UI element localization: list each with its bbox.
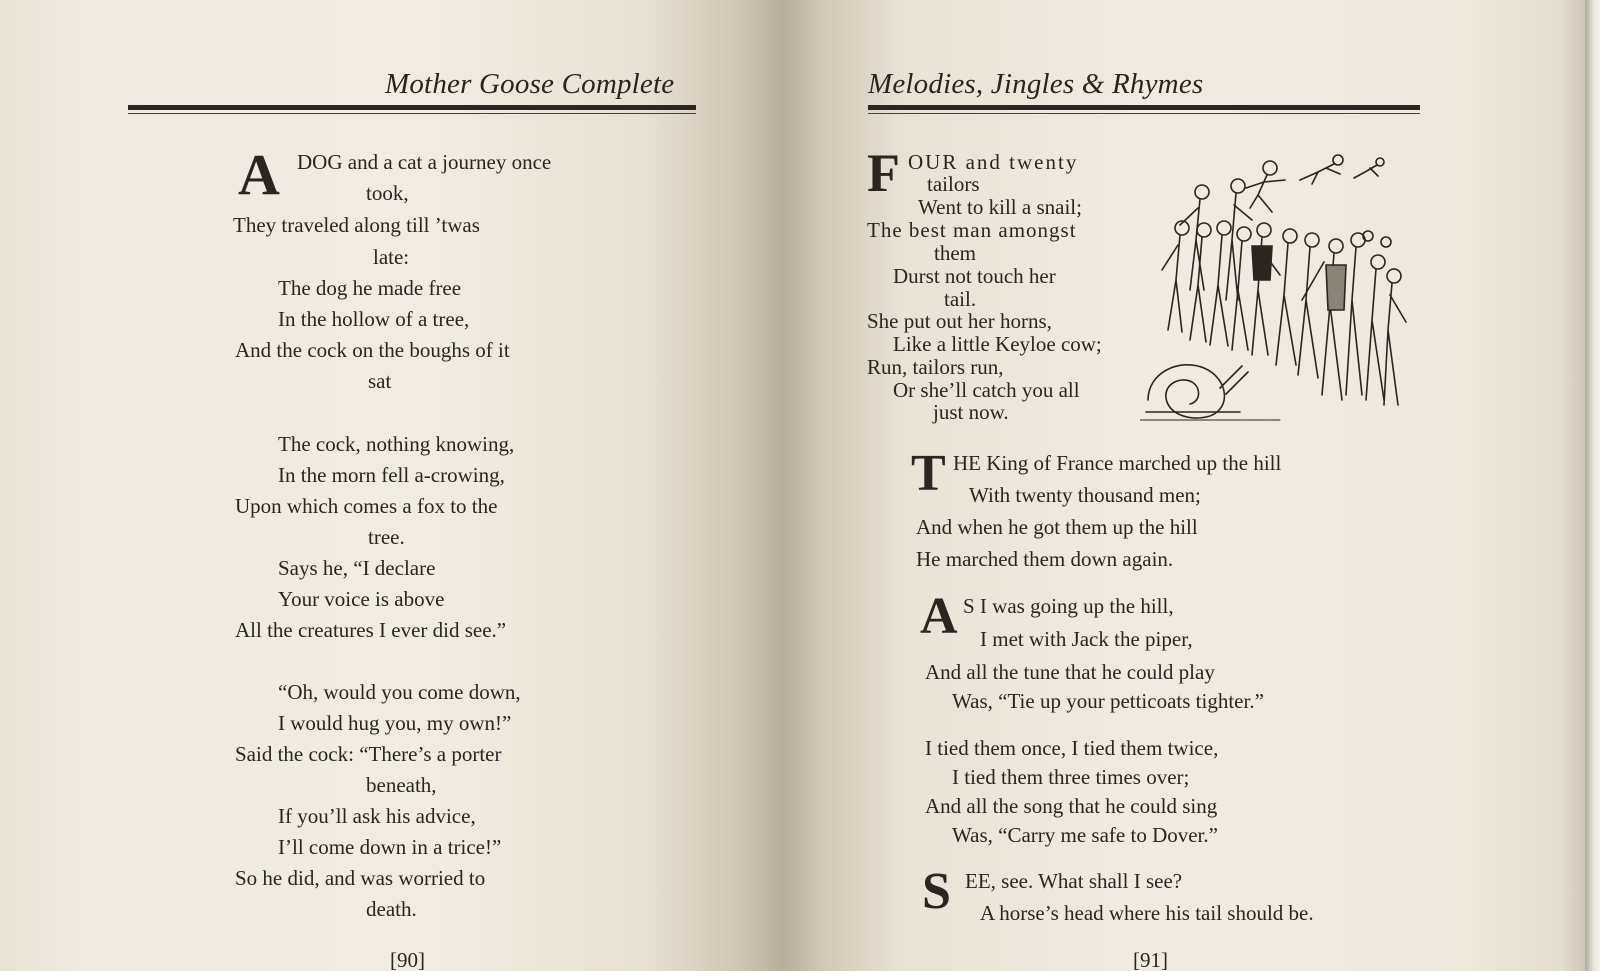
drop-cap: A [238, 142, 280, 207]
drop-cap: F [867, 143, 900, 203]
poem-line: And the cock on the boughs of it [235, 338, 510, 362]
snail-figure [1140, 365, 1280, 420]
poem-line: Upon which comes a fox to the [235, 494, 498, 518]
poem-line: took, [366, 181, 409, 205]
poem-line: I tied them three times over; [952, 765, 1190, 789]
poem-line: just now. [933, 400, 1009, 424]
header-rule-left [128, 105, 696, 110]
flying-tailor-figure [1300, 155, 1343, 184]
poem-line: She put out her horns, [867, 309, 1052, 333]
poem-line: A horse’s head where his tail should be. [980, 901, 1314, 925]
poem-line: EE, see. What shall I see? [965, 869, 1183, 893]
poem-line: HE King of France marched up the hill [953, 451, 1282, 475]
poem-line: The cock, nothing knowing, [278, 432, 515, 456]
poem-line: The dog he made free [278, 276, 462, 300]
poem-line: death. [366, 897, 417, 921]
poem-line: So he did, and was worried to [235, 866, 486, 890]
poem-line: Durst not touch her [893, 264, 1056, 288]
drop-cap: A [920, 588, 958, 645]
tailors-and-snail-illustration [1140, 150, 1425, 430]
poem-line: beneath, [366, 773, 437, 797]
poem-line: Went to kill a snail; [918, 195, 1082, 219]
poem-line: S I was going up the hill, [963, 594, 1174, 618]
poem-line: And when he got them up the hill [916, 515, 1198, 539]
poem-line: Your voice is above [278, 587, 445, 611]
poem-line: Or she’ll catch you all [893, 378, 1080, 402]
poem-line: I tied them once, I tied them twice, [925, 736, 1219, 760]
poem-line: Run, tailors run, [867, 355, 1004, 379]
header-rule-right [868, 105, 1420, 110]
poem-line: All the creatures I ever did see.” [235, 618, 507, 642]
poem-line: They traveled along till ’twas [233, 213, 480, 237]
drop-cap: S [922, 863, 951, 920]
poem-line: tail. [944, 287, 977, 311]
flying-tailor-figure [1354, 158, 1384, 178]
poem-line: Was, “Carry me safe to Dover.” [952, 823, 1218, 847]
drop-cap: T [911, 445, 946, 502]
poem-line: The best man amongst [867, 218, 1077, 242]
running-head-right: Melodies, Jingles & Rhymes [868, 68, 1204, 100]
book-edge [1585, 0, 1600, 971]
poem-line: I would hug you, my own!” [278, 711, 512, 735]
poem-line: And all the tune that he could play [925, 660, 1215, 684]
jumping-tailor-figure [1246, 161, 1285, 212]
poem-line: And all the song that he could sing [925, 794, 1218, 818]
crowd-of-tailors [1162, 179, 1406, 405]
poem-line: them [934, 241, 976, 265]
poem-line: If you’ll ask his advice, [278, 804, 476, 828]
page-number-left: [90] [390, 948, 425, 971]
poem-line: “Oh, would you come down, [278, 680, 521, 704]
poem-line: I met with Jack the piper, [980, 627, 1193, 651]
poem-line: late: [373, 245, 410, 269]
poem-line: OUR and twenty [908, 150, 1079, 174]
poem-line: I’ll come down in a trice!” [278, 835, 502, 859]
poem-line: In the morn fell a-crowing, [278, 463, 505, 487]
poem-line: With twenty thousand men; [969, 483, 1201, 507]
poem-line: tailors [927, 172, 980, 196]
poem-line: Said the cock: “There’s a porter [235, 742, 502, 766]
poem-line: He marched them down again. [916, 547, 1174, 571]
right-page [785, 0, 1585, 971]
poem-line: sat [368, 369, 392, 393]
poem-line: tree. [368, 525, 405, 549]
running-head-left: Mother Goose Complete [385, 68, 675, 100]
poem-line: In the hollow of a tree, [278, 307, 470, 331]
poem-line: Says he, “I declare [278, 556, 436, 580]
left-page [0, 0, 785, 971]
page-number-right: [91] [1133, 948, 1168, 971]
poem-line: DOG and a cat a journey once [297, 150, 552, 174]
poem-line: Was, “Tie up your petticoats tighter.” [952, 689, 1264, 713]
poem-line: Like a little Keyloe cow; [893, 332, 1102, 356]
